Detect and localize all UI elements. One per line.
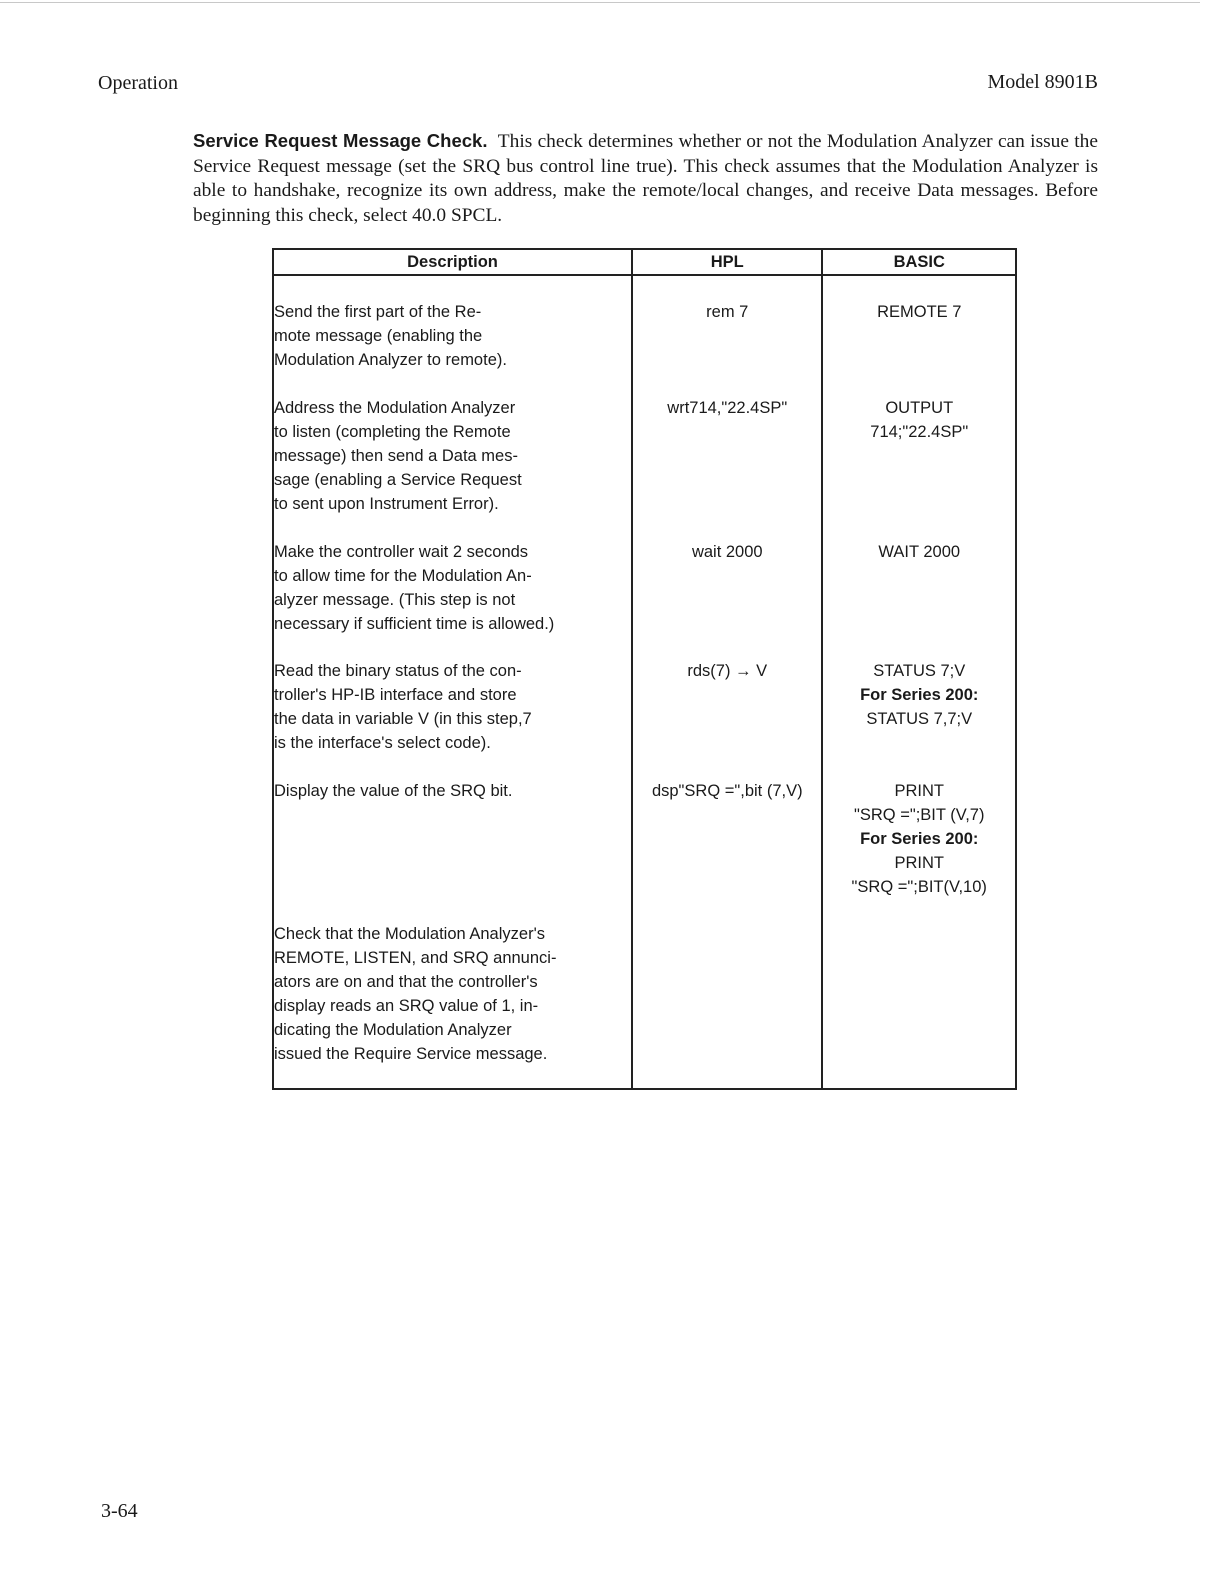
column-header-basic: BASIC (822, 249, 1016, 275)
basic-column (822, 275, 1016, 1089)
desc-line: Check that the Modulation Analyzer's (274, 925, 545, 943)
desc-line: ators are on and that the controller's (274, 973, 538, 991)
hpl-line: rem 7 (706, 303, 749, 321)
hpl-line: dsp"SRQ =",bit (7,V) (651, 782, 803, 800)
desc-step-6 (274, 922, 631, 1066)
hpl-step-1 (633, 300, 821, 324)
basic-line: 714;"22.4SP" (870, 423, 969, 441)
desc-line: REMOTE, LISTEN, and SRQ annunci- (274, 949, 557, 967)
basic-line: PRINT (894, 854, 944, 872)
hpl-column (632, 275, 822, 1089)
basic-line: PRINT (894, 782, 944, 800)
top-rule (0, 2, 1200, 3)
desc-line: is the interface's select code). (274, 734, 491, 752)
desc-step-5 (274, 779, 631, 803)
desc-line: dicating the Modulation Analyzer (274, 1021, 512, 1039)
desc-line: to sent upon Instrument Error). (274, 495, 499, 513)
desc-line: display reads an SRQ value of 1, in- (274, 997, 539, 1015)
column-header-description: Description (273, 249, 632, 275)
basic-line: REMOTE 7 (877, 303, 962, 321)
desc-line: to listen (completing the Remote (274, 423, 511, 441)
desc-line: troller's HP-IB interface and store (274, 686, 517, 704)
hpl-step-2 (633, 396, 821, 420)
hpl-line: wrt714,"22.4SP" (667, 399, 788, 417)
desc-line: to allow time for the Modulation An- (274, 567, 532, 585)
page-number: 3-64 (101, 1500, 138, 1522)
basic-line: "SRQ =";BIT (V,7) (854, 806, 985, 824)
basic-line: For Series 200: (860, 686, 979, 704)
basic-line: OUTPUT (885, 399, 954, 417)
desc-line: Make the controller wait 2 seconds (274, 543, 529, 561)
intro-text: This check determines whether or not the Modulation Analyzer can issue the Service Request message (set the SRQ bus control line true). This check assumes that the Modulation Analyzer is able to handshake, recognize its own address, make the remote/local changes, and receive Data messages. Before beginning this check, select 40.0 SPCL. (193, 131, 1098, 226)
desc-line: message) then send a Data mes- (274, 447, 518, 465)
intro-paragraph (193, 129, 1098, 228)
column-header-hpl: HPL (632, 249, 822, 275)
basic-step-4 (823, 659, 1015, 731)
basic-line: STATUS 7;V (873, 662, 966, 680)
table-body-row (273, 275, 1016, 1089)
hpl-step-4 (633, 659, 821, 683)
desc-step-4 (274, 659, 631, 755)
hpl-cell (633, 276, 821, 1088)
desc-step-2 (274, 396, 631, 516)
desc-line: Modulation Analyzer to remote). (274, 351, 507, 369)
basic-line: For Series 200: (860, 830, 979, 848)
desc-line: issued the Require Service message. (274, 1045, 548, 1063)
procedure-table (272, 248, 1017, 1090)
desc-step-3 (274, 540, 631, 636)
basic-step-5 (823, 779, 1015, 899)
basic-step-2 (823, 396, 1015, 444)
desc-line: Display the value of the SRQ bit. (274, 782, 513, 800)
running-header-model: Model 8901B (987, 71, 1098, 93)
desc-line: the data in variable V (in this step,7 (274, 710, 532, 728)
section-heading: Service Request Message Check. (193, 130, 488, 151)
hpl-step-3 (633, 540, 821, 564)
desc-line: sage (enabling a Service Request (274, 471, 522, 489)
desc-step-1 (274, 300, 631, 372)
hpl-line: wait 2000 (691, 543, 763, 561)
hpl-step-5 (633, 779, 821, 803)
basic-line: STATUS 7,7;V (866, 710, 973, 728)
desc-line: Read the binary status of the con- (274, 662, 522, 680)
running-header-section: Operation (98, 72, 178, 94)
desc-line: alyzer message. (This step is not (274, 591, 516, 609)
basic-step-3 (823, 540, 1015, 564)
desc-line: mote message (enabling the (274, 327, 483, 345)
description-cell (274, 276, 631, 1088)
desc-line: Address the Modulation Analyzer (274, 399, 516, 417)
basic-cell (823, 276, 1015, 1088)
description-column (273, 275, 632, 1089)
basic-line: WAIT 2000 (878, 543, 961, 561)
desc-line: necessary if sufficient time is allowed.) (274, 615, 555, 633)
desc-line: Send the first part of the Re- (274, 303, 482, 321)
hpl-line: rds(7) → V (687, 662, 768, 680)
basic-line: "SRQ =";BIT(V,10) (851, 878, 987, 896)
basic-step-1 (823, 300, 1015, 324)
table-header-row (273, 249, 1016, 275)
